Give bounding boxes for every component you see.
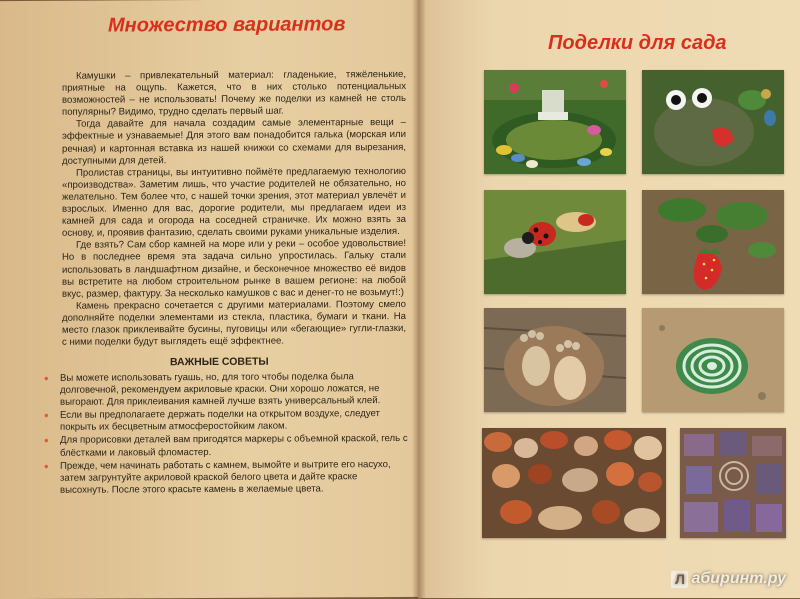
right-page-title: Поделки для сада (548, 32, 727, 54)
tip-item: • Прежде, чем начинать работать с камнем, вымойте и вытрите его насухо, затем загрунтуйте акриловой краской белого цвета и дайте краске высохнуть. После этого красьте камень в желаемые цвета. (40, 459, 408, 497)
book-gutter (412, 0, 426, 598)
photo-strawberry-stone (642, 190, 784, 294)
paragraph: Камушки – привлекательный материал: гладенькие, тяжёленькие, приятные на ощупь. Кажется, что в них столько потенциальных возможностей – не использовать! Почему же поделки из камней не столь популярны? Видимо, трудно сделать первый шаг. (62, 68, 406, 119)
paragraph: Тогда давайте для начала создадим самые элементарные вещи – эффектные и узнаваемые! Для этого вам понадобится галька (морская или речная) и картонная вставка из нашей книжки со схемами для вырезания, доступными для детей. (62, 117, 406, 167)
tips-list (40, 371, 408, 498)
photo-spiral-stone (642, 308, 784, 412)
left-page-title: Множество вариантов (108, 13, 346, 37)
watermark-text: абиринт.ру (691, 570, 786, 587)
paragraph: Камень прекрасно сочетается с другими материалами. Поэтому смело дополняйте поделки элементами из стекла, пластика, бумаги и ткани. На место глазок приклеивайте бусины, пуговицы или «бегающие» гугли-глазки, с ними поделки будут выглядеть ещё эффектнее. (62, 298, 406, 348)
photo-frog-stone (642, 70, 784, 174)
body-text (62, 69, 406, 349)
photo-garden-flowerbed (484, 70, 626, 174)
watermark-logo (671, 570, 786, 588)
photo-ladybug-stones (484, 190, 626, 294)
photo-pebble-footprints (484, 308, 626, 412)
tip-item: • Если вы предполагаете держать поделки на открытом воздухе, следует покрыть их бесцветным атмосферостойким лаком. (40, 408, 408, 434)
paragraph: Пролистав страницы, вы интуитивно поймёте предлагаемую технологию «производства». Заметим лишь, что участие родителей не обязательно, но желательно. Тем более что, с нашей точки зрения, этот материал увлечёт и взрослых. Именно для вас, дорогие родители, мы предлагаем идеи из камней для сада и огорода на соседней страничке. Их можно взять за основу, и, проявив фантазию, сделать своими руками уникальные изделия. (62, 165, 406, 239)
tip-item: • Для прорисовки деталей вам пригодятся маркеры с объемной краской, гель с блёстками и лаковый фломастер. (40, 433, 408, 459)
photo-pebble-mosaic (482, 428, 666, 538)
paragraph: Где взять? Сам сбор камней на море или у реки – особое удовольствие! Но в последнее время эта задача сильно упростилась. Гальку стали использовать в ландшафтном дизайне, и бесконечное множество её видов вы встретите на любом строительном рынке в вашем регионе: на любой вкус, размер, фактуру. За несколько камушков с вас и денег-то не возьмут!:) (62, 238, 406, 300)
tips-heading: ВАЖНЫЕ СОВЕТЫ (170, 355, 269, 369)
tip-item: • Вы можете использовать гуашь, но, для того чтобы поделка была долговечной, рекомендуем акриловые краски. Они хорошо ложатся, не выгорают. Для приклеивания камней лучше взять универсальный клей. (40, 371, 408, 409)
photo-stone-path (680, 428, 786, 538)
watermark-letter: Л (671, 571, 688, 588)
